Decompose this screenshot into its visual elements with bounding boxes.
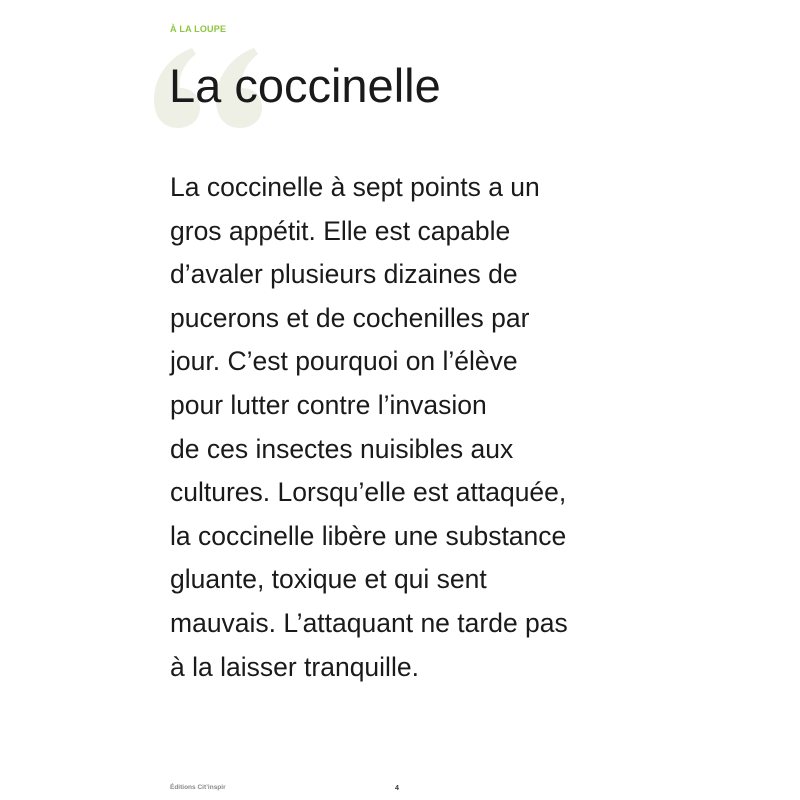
body-line: gros appétit. Elle est capable xyxy=(170,215,511,246)
body-line: pour lutter contre l’invasion xyxy=(170,389,487,420)
body-line: cultures. Lorsqu’elle est attaquée, xyxy=(170,477,567,508)
body-line: mauvais. L’attaquant ne tarde pas xyxy=(170,607,568,638)
body-line: jour. C’est pourquoi on l’élève xyxy=(170,346,518,377)
body-line: d’avaler plusieurs dizaines de xyxy=(170,259,518,290)
body-line: à la laisser tranquille. xyxy=(170,651,419,682)
body-text xyxy=(170,166,568,689)
body-line: la coccinelle libère une substance xyxy=(170,520,567,551)
publisher-footer: Éditions Cit’inspir xyxy=(170,784,226,791)
body-line: gluante, toxique et qui sent xyxy=(170,564,487,595)
body-line: de ces insectes nuisibles aux xyxy=(170,433,514,464)
body-line: La coccinelle à sept points a un xyxy=(170,172,540,202)
page-number: 4 xyxy=(395,785,399,792)
section-kicker: À LA LOUPE xyxy=(170,24,227,34)
body-line: pucerons et de cochenilles par xyxy=(170,302,530,333)
page-title: La coccinelle xyxy=(169,59,441,112)
